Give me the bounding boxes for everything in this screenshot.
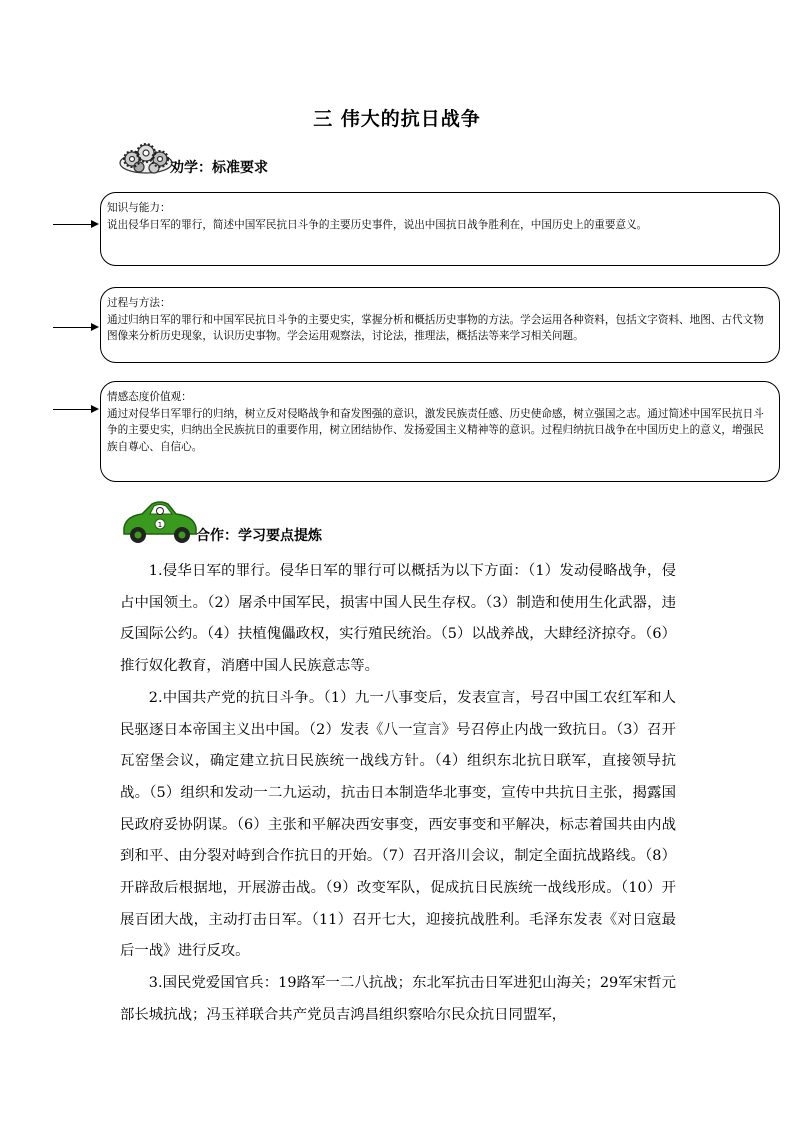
box-label: 过程与方法： [107, 297, 171, 309]
box-text: 通过对侵华日军罪行的归纳，树立反对侵略战争和奋发图强的意识，激发民族责任感、历史使命感，树立强国之志。通过简述中国军民抗日斗争的主要史实，归纳出全民族抗日的重要作用，树立团结协作、发扬爱国主义精神等的意识。过程归纳抗日战争在中国历史上的意义，增强民族自尊心、自信心。 [107, 407, 764, 453]
arrow-right-icon [53, 224, 97, 225]
section-heading-key-points: 合作：学习要点提炼 [196, 528, 322, 544]
box-text: 通过归纳日军的罪行和中国军民抗日斗争的主要史实，掌握分析和概括历史事物的方法。学会运用各种资料，包括文字资料、地图、古代文物图像来分析历史现象，认识历史事物。学会运用观察法，讨论法，推理法，概括法等来学习相关问题。 [107, 313, 764, 343]
arrow-right-icon [53, 327, 97, 328]
race-car-icon [118, 498, 200, 546]
box-label: 知识与能力： [107, 202, 171, 214]
paragraph: 3.国民党爱国官兵：19路军一二八抗战；东北军抗击日军进犯山海关；29军宋哲元部长城抗战；冯玉祥联合共产党员吉鸿昌组织察哈尔民众抗日同盟军， [120, 975, 676, 1023]
box-text: 说出侵华日军的罪行，简述中国军民抗日斗争的主要历史事件，说出中国抗日战争胜利在，中国历史上的重要意义。 [107, 218, 648, 231]
gear-cluster-icon [118, 141, 174, 175]
objective-box-values [100, 381, 780, 482]
section-heading-standards: 劝学：标准要求 [170, 160, 268, 176]
objective-box-knowledge [100, 192, 780, 266]
box-label: 情感态度价值观： [107, 391, 192, 403]
arrow-right-icon [53, 409, 97, 410]
paragraph: 1.侵华日军的罪行。侵华日军的罪行可以概括为以下方面：（1）发动侵略战争，侵占中国领土。（2）屠杀中国军民，损害中国人民生存权。（3）制造和使用生化武器，违反国际公约。（4）扶植傀儡政权，实行殖民统治。（5）以战养战，大肆经济掠夺。（6）推行奴化教育，消磨中国人民族意志等。 [120, 563, 676, 675]
key-points-body [120, 556, 676, 1032]
svg-text:1: 1 [157, 521, 163, 529]
page-title: 三 伟大的抗日战争 [313, 108, 481, 130]
paragraph: 2.中国共产党的抗日斗争。（1）九一八事变后，发表宣言，号召中国工农红军和人民驱逐日本帝国主义出中国。（2）发表《八一宣言》号召停止内战一致抗日。（3）召开瓦窑堡会议，确定建立抗日民族统一战线方针。（4）组织东北抗日联军，直接领导抗战。（5）组织和发动一二九运动，抗击日本制造华北事变，宣传中共抗日主张，揭露国民政府妥协阴谋。（6）主张和平解决西安事变，西安事变和平解决，标志着国共由内战到和平、由分裂对峙到合作抗日的开始。（7）召开洛川会议，制定全面抗战路线。（8）开辟敌后根据地，开展游击战。（9）改变军队，促成抗日民族统一战线形成。（10）开展百团大战，主动打击日军。（11）召开七大，迎接抗战胜利。毛泽东发表《对日寇最后一战》进行反攻。 [120, 689, 676, 960]
objective-box-process [100, 287, 780, 363]
